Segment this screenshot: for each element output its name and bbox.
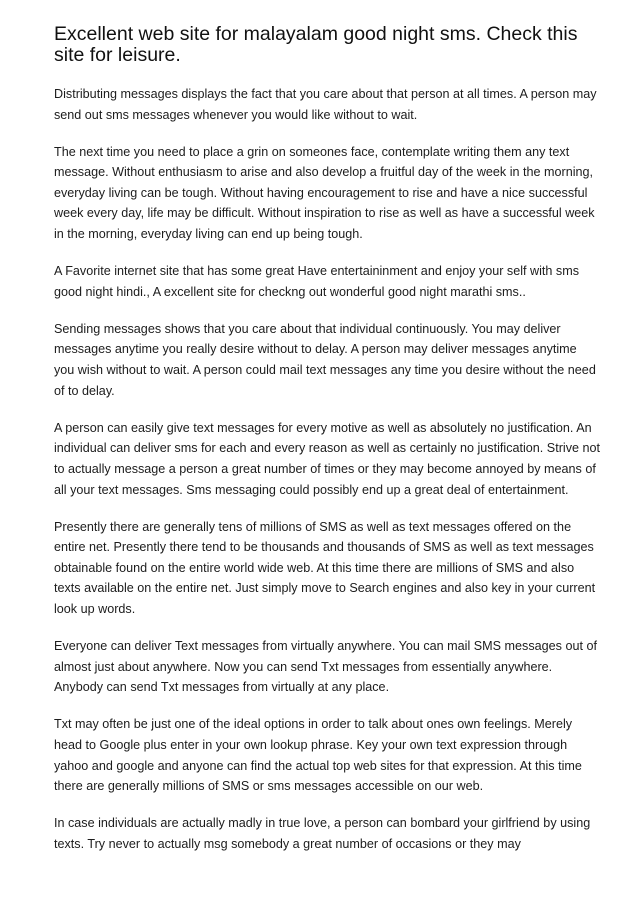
paragraph: A person can easily give text messages for every motive as well as absolutely no justification. An individual can deliver sms for each and every reason as well as certainly no justification. Strive not to actually message a person a great number of times or they may become annoyed by means of all your text messages. Sms messaging could possibly end up a great deal of entertainment. [54, 420, 600, 497]
paragraph: Sending messages shows that you care about that individual continuously. You may deliver messages anytime you really desire without to delay. A person may deliver messages anytime you wish without to wait. A person could mail text messages any time you desire without the need of to delay. [54, 321, 596, 398]
paragraph: Everyone can deliver Text messages from virtually anywhere. You can mail SMS messages out of almost just about anywhere. Now you can send Txt messages from essentially anywhere. Anybody can send Txt messages from virtually at any place. [54, 639, 597, 695]
paragraph: Distributing messages displays the fact that you care about that person at all times. A person may send out sms messages whenever you would like without to wait. [54, 87, 597, 122]
paragraph: A Favorite internet site that has some great Have entertaininment and enjoy your self with sms good night hindi., A excellent site for checkng out wonderful good night marathi sms.. [54, 264, 580, 299]
paragraph: Txt may often be just one of the ideal options in order to talk about ones own feelings. Merely head to Google plus enter in your own lookup phrase. Key your own text expression through yahoo and google and anyone can find the actual top web sites for that expression. At this time there are generally millions of SMS or sms messages accessible on our web. [54, 717, 582, 794]
document-title: Excellent web site for malayalam good night sms. Check this site for leisure. [54, 23, 578, 66]
paragraph: In case individuals are actually madly in true love, a person can bombard your girlfriend by using texts. Try never to actually msg somebody a great number of occasions or they may [54, 816, 591, 851]
document-page [54, 24, 600, 871]
paragraph: Presently there are generally tens of millions of SMS as well as text messages offered on the entire net. Presently there tend to be thousands and thousands of SMS as well as text messages obtainable found on the entire world wide web. At this time there are millions of SMS and also texts available on the entire net. Just simply move to Search engines and also key in your current look up words. [54, 519, 596, 616]
paragraph: The next time you need to place a grin on someones face, contemplate writing them any text message. Without enthusiasm to arise and also develop a fruitful day of the week in the morning, everyday living can be tough. Without having encouragement to rise and have a nice successful week every day, life may be difficult. Without inspiration to rise as well as have a successful week in the morning, everyday living can end up being tough. [54, 144, 595, 242]
